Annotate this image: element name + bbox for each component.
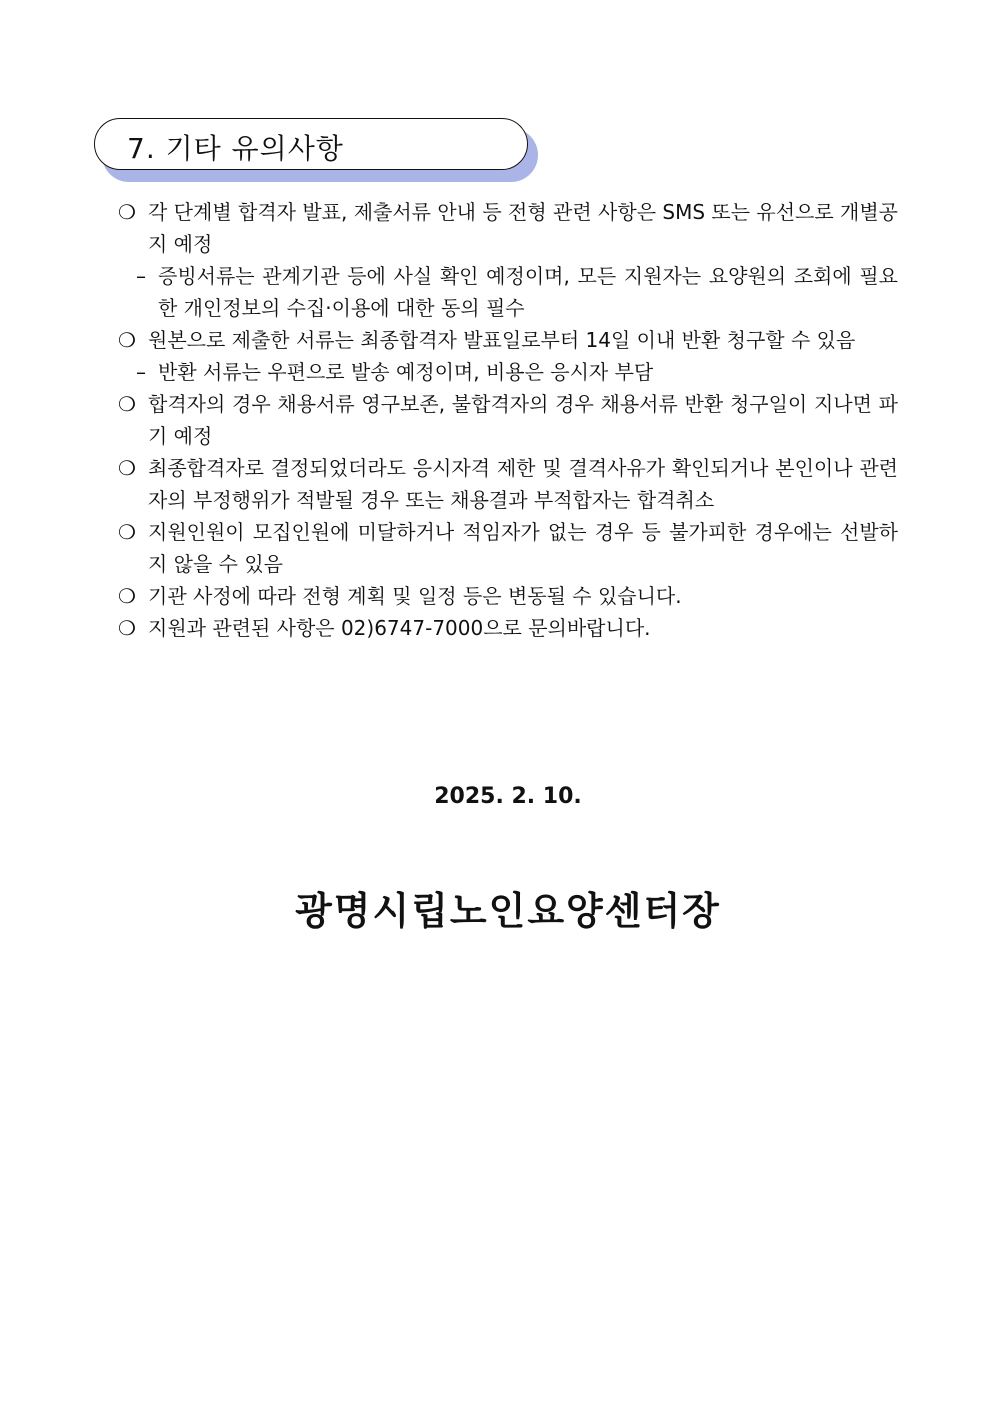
list-item — [118, 388, 898, 452]
note-text: 최종합격자로 결정되었더라도 응시자격 제한 및 결격사유가 확인되거나 본인이나 관련자의 부정행위가 적발될 경우 또는 채용결과 부적합자는 합격취소 — [148, 456, 898, 512]
document-date: 2025. 2. 10. — [434, 784, 582, 809]
circle-bullet-icon: ❍ — [118, 584, 136, 608]
list-item — [118, 324, 898, 356]
list-item — [118, 196, 898, 260]
note-text: 지원과 관련된 사항은 02)6747-7000으로 문의바랍니다. — [148, 616, 651, 640]
circle-bullet-icon: ❍ — [118, 200, 136, 224]
note-text: 각 단계별 합격자 발표, 제출서류 안내 등 전형 관련 사항은 SMS 또는 유선으로 개별공지 예정 — [148, 200, 898, 256]
dash-bullet-icon: – — [136, 264, 146, 288]
circle-bullet-icon: ❍ — [118, 392, 136, 416]
note-text: 증빙서류는 관계기관 등에 사실 확인 예정이며, 모든 지원자는 요양원의 조회에 필요한 개인정보의 수집·이용에 대한 동의 필수 — [158, 264, 898, 320]
notes-list — [118, 196, 898, 644]
circle-bullet-icon: ❍ — [118, 328, 136, 352]
note-text: 합격자의 경우 채용서류 영구보존, 불합격자의 경우 채용서류 반환 청구일이 지나면 파기 예정 — [148, 392, 898, 448]
note-text: 기관 사정에 따라 전형 계획 및 일정 등은 변동될 수 있습니다. — [148, 584, 682, 608]
list-subitem — [118, 260, 898, 324]
note-text: 반환 서류는 우편으로 발송 예정이며, 비용은 응시자 부담 — [158, 360, 654, 384]
circle-bullet-icon: ❍ — [118, 456, 136, 480]
heading-box — [94, 118, 528, 170]
dash-bullet-icon: – — [136, 360, 146, 384]
section-heading-text: 7. 기타 유의사항 — [127, 132, 344, 165]
list-item — [118, 580, 898, 612]
signer-title: 광명시립노인요양센터장 — [295, 889, 721, 933]
note-text: 지원인원이 모집인원에 미달하거나 적임자가 없는 경우 등 불가피한 경우에는 선발하지 않을 수 있음 — [148, 520, 898, 576]
list-subitem — [118, 356, 898, 388]
list-item — [118, 516, 898, 580]
section-heading — [94, 118, 540, 184]
list-item — [118, 612, 898, 644]
note-text: 원본으로 제출한 서류는 최종합격자 발표일로부터 14일 이내 반환 청구할 수 있음 — [148, 328, 856, 352]
circle-bullet-icon: ❍ — [118, 520, 136, 544]
list-item — [118, 452, 898, 516]
circle-bullet-icon: ❍ — [118, 616, 136, 640]
